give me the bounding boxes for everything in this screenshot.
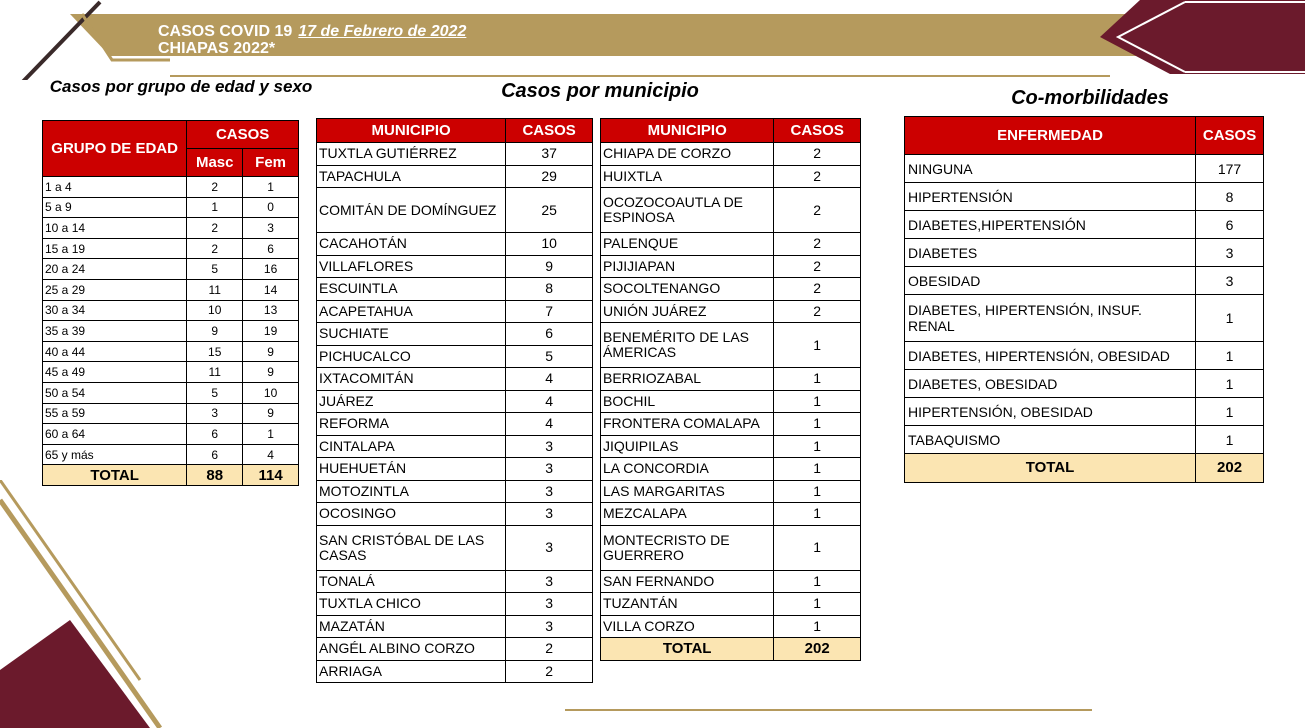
municipio-row [601,525,861,570]
comorb-col-disease: ENFERMEDAD [905,117,1196,155]
municipio-row [601,323,861,368]
comorb-name-cell: DIABETES,HIPERTENSIÓN [905,211,1196,239]
mun-right-header-row [601,119,861,143]
municipio-row [317,593,593,616]
comorb-cases-cell: 1 [1196,398,1264,426]
age-masc-cell: 15 [187,341,243,362]
comorb-name-cell: HIPERTENSIÓN [905,183,1196,211]
municipio-row [317,570,593,593]
municipio-name-cell: ANGÉL ALBINO CORZO [317,638,506,661]
age-total-fem: 114 [243,465,299,486]
municipio-cases-cell: 1 [774,593,861,616]
corner-decoration [0,480,170,728]
comorb-name-cell: DIABETES, HIPERTENSIÓN, INSUF. RENAL [905,295,1196,342]
age-fem-cell: 0 [243,197,299,218]
mun-right-col-mun: MUNICIPIO [601,119,774,143]
comorb-name-cell: HIPERTENSIÓN, OBESIDAD [905,398,1196,426]
age-col-group: GRUPO DE EDAD [43,121,187,177]
comorb-row [905,155,1264,183]
age-group-cell: 55 a 59 [43,403,187,424]
municipio-row [601,278,861,301]
municipio-name-cell: IXTACOMITÁN [317,368,506,391]
municipio-row [601,593,861,616]
age-total-row [43,465,299,486]
municipio-row [601,480,861,503]
municipio-cases-cell: 3 [506,615,593,638]
municipio-row [317,435,593,458]
municipio-name-cell: OCOZOCOAUTLA DE ESPINOSA [601,188,774,233]
municipio-cases-cell: 2 [774,143,861,166]
comorb-name-cell: DIABETES, HIPERTENSIÓN, OBESIDAD [905,342,1196,370]
title-line1: CASOS COVID 19 [158,23,293,40]
comorb-cases-cell: 1 [1196,426,1264,454]
age-col-masc: Masc [187,149,243,177]
municipio-row [601,435,861,458]
municipio-cases-cell: 2 [774,165,861,188]
municipio-cases-cell: 2 [774,300,861,323]
municipio-row [601,413,861,436]
municipio-row [317,390,593,413]
municipio-name-cell: UNIÓN JUÁREZ [601,300,774,323]
age-fem-cell: 14 [243,279,299,300]
municipio-cases-cell: 3 [506,458,593,481]
municipio-name-cell: ESCUINTLA [317,278,506,301]
municipio-row [601,368,861,391]
comorb-row [905,398,1264,426]
municipio-cases-cell: 1 [774,435,861,458]
age-masc-cell: 3 [187,403,243,424]
municipio-cases-cell: 37 [506,143,593,166]
municipio-cases-cell: 4 [506,368,593,391]
bottom-gold-line [565,709,1092,711]
municipio-name-cell: VILLA CORZO [601,615,774,638]
municipio-name-cell: ARRIAGA [317,660,506,683]
municipio-cases-cell: 2 [506,638,593,661]
age-total-label: TOTAL [43,465,187,486]
age-fem-cell: 9 [243,341,299,362]
municipio-cases-cell: 4 [506,390,593,413]
header-maroon-right [1100,0,1305,74]
comorb-cases-cell: 6 [1196,211,1264,239]
age-group-cell: 50 a 54 [43,382,187,403]
municipio-name-cell: VILLAFLORES [317,255,506,278]
municipio-row [317,660,593,683]
municipio-name-cell: TUXTLA GUTIÉRREZ [317,143,506,166]
municipio-row [317,458,593,481]
municipio-row [317,323,593,346]
comorb-cases-cell: 8 [1196,183,1264,211]
comorb-name-cell: DIABETES [905,239,1196,267]
municipio-name-cell: CHIAPA DE CORZO [601,143,774,166]
header-title [158,23,466,57]
municipio-cases-cell: 10 [506,233,593,256]
mun-total-row [601,638,861,661]
municipio-name-cell: TUXTLA CHICO [317,593,506,616]
municipio-name-cell: TONALÁ [317,570,506,593]
age-row [43,197,299,218]
municipio-name-cell: COMITÁN DE DOMÍNGUEZ [317,188,506,233]
mun-total-label: TOTAL [601,638,774,661]
age-masc-cell: 6 [187,444,243,465]
municipio-cases-cell: 4 [506,413,593,436]
age-fem-cell: 3 [243,218,299,239]
municipio-row [317,368,593,391]
municipio-cases-cell: 1 [774,323,861,368]
municipio-row [317,188,593,233]
age-masc-cell: 11 [187,362,243,383]
municipio-cases-cell: 2 [774,278,861,301]
municipio-name-cell: BOCHIL [601,390,774,413]
municipio-name-cell: MAZATÁN [317,615,506,638]
municipio-name-cell: PALENQUE [601,233,774,256]
municipio-cases-cell: 25 [506,188,593,233]
age-masc-cell: 1 [187,197,243,218]
age-row [43,300,299,321]
municipio-cases-cell: 6 [506,323,593,346]
age-group-cell: 60 a 64 [43,424,187,445]
municipio-row [317,615,593,638]
age-masc-cell: 11 [187,279,243,300]
age-row [43,279,299,300]
municipio-name-cell: LAS MARGARITAS [601,480,774,503]
municipio-table-right [600,118,861,661]
municipio-name-cell: BENEMÉRITO DE LAS ÁMERICAS [601,323,774,368]
municipio-row [317,413,593,436]
age-fem-cell: 10 [243,382,299,403]
municipio-name-cell: ACAPETAHUA [317,300,506,323]
municipio-name-cell: LA CONCORDIA [601,458,774,481]
municipio-row [317,300,593,323]
comorb-row [905,370,1264,398]
age-fem-cell: 9 [243,362,299,383]
municipio-row [317,143,593,166]
comorb-cases-cell: 3 [1196,267,1264,295]
municipio-row [601,188,861,233]
municipio-row [601,390,861,413]
age-fem-cell: 6 [243,238,299,259]
comorb-total-label: TOTAL [905,454,1196,483]
municipio-name-cell: BERRIOZABAL [601,368,774,391]
municipio-row [601,458,861,481]
age-fem-cell: 1 [243,177,299,198]
age-row [43,403,299,424]
municipio-name-cell: SUCHIATE [317,323,506,346]
municipio-row [601,503,861,526]
municipio-row [601,165,861,188]
municipio-name-cell: MONTECRISTO DE GUERRERO [601,525,774,570]
municipio-row [317,233,593,256]
municipio-cases-cell: 3 [506,435,593,458]
comorb-cases-cell: 177 [1196,155,1264,183]
comorb-name-cell: TABAQUISMO [905,426,1196,454]
municipio-cases-cell: 1 [774,458,861,481]
municipio-name-cell: REFORMA [317,413,506,436]
municipio-row [317,525,593,570]
age-fem-cell: 1 [243,424,299,445]
municipio-name-cell: PICHUCALCO [317,345,506,368]
age-row [43,341,299,362]
municipio-cases-cell: 1 [774,390,861,413]
age-row [43,218,299,239]
age-row [43,177,299,198]
municipio-name-cell: MEZCALAPA [601,503,774,526]
mun-right-col-cases: CASOS [774,119,861,143]
municipio-name-cell: PIJIJIAPAN [601,255,774,278]
age-row [43,444,299,465]
age-row [43,259,299,280]
age-masc-cell: 9 [187,321,243,342]
municipio-cases-cell: 2 [506,660,593,683]
municipio-cases-cell: 9 [506,255,593,278]
municipio-row [601,570,861,593]
municipio-name-cell: SAN FERNANDO [601,570,774,593]
municipio-row [317,480,593,503]
comorb-cases-cell: 1 [1196,370,1264,398]
municipio-cases-cell: 3 [506,503,593,526]
municipio-cases-cell: 8 [506,278,593,301]
age-masc-cell: 5 [187,382,243,403]
comorb-total-row [905,454,1264,483]
comorb-section-title: Co-morbilidades [1011,87,1169,109]
municipio-row [601,300,861,323]
age-total-masc: 88 [187,465,243,486]
municipio-row [317,638,593,661]
age-row [43,424,299,445]
comorb-row [905,342,1264,370]
municipio-name-cell: FRONTERA COMALAPA [601,413,774,436]
age-fem-cell: 13 [243,300,299,321]
age-group-cell: 25 a 29 [43,279,187,300]
age-group-cell: 5 a 9 [43,197,187,218]
age-group-cell: 15 a 19 [43,238,187,259]
age-group-cell: 20 a 24 [43,259,187,280]
municipio-cases-cell: 1 [774,615,861,638]
municipio-cases-cell: 5 [506,345,593,368]
comorb-row [905,426,1264,454]
municipio-row [317,278,593,301]
municipio-cases-cell: 3 [506,570,593,593]
municipio-name-cell: OCOSINGO [317,503,506,526]
age-group-cell: 1 a 4 [43,177,187,198]
comorb-name-cell: DIABETES, OBESIDAD [905,370,1196,398]
municipio-cases-cell: 1 [774,413,861,436]
municipio-name-cell: JIQUIPILAS [601,435,774,458]
age-row [43,238,299,259]
comorb-row [905,295,1264,342]
comorb-cases-cell: 1 [1196,342,1264,370]
municipio-row [317,255,593,278]
municipio-name-cell: SAN CRISTÓBAL DE LAS CASAS [317,525,506,570]
comorb-total-cases: 202 [1196,454,1264,483]
municipio-name-cell: TUZANTÁN [601,593,774,616]
age-group-cell: 45 a 49 [43,362,187,383]
municipio-row [317,165,593,188]
age-masc-cell: 2 [187,238,243,259]
age-table [42,120,299,486]
municipio-name-cell: JUÁREZ [317,390,506,413]
comorb-col-cases: CASOS [1196,117,1264,155]
municipio-name-cell: HUEHUETÁN [317,458,506,481]
municipio-row [601,255,861,278]
comorb-cases-cell: 3 [1196,239,1264,267]
municipio-cases-cell: 1 [774,503,861,526]
age-masc-cell: 2 [187,218,243,239]
mun-left-col-cases: CASOS [506,119,593,143]
age-row [43,321,299,342]
age-masc-cell: 10 [187,300,243,321]
age-col-cases: CASOS [187,121,299,149]
municipio-name-cell: MOTOZINTLA [317,480,506,503]
mun-left-header-row [317,119,593,143]
age-fem-cell: 4 [243,444,299,465]
age-fem-cell: 19 [243,321,299,342]
age-masc-cell: 6 [187,424,243,445]
age-row [43,362,299,383]
title-date: 17 de Febrero de 2022 [298,23,467,40]
comorb-row [905,239,1264,267]
municipio-cases-cell: 2 [774,233,861,256]
comorb-row [905,267,1264,295]
age-masc-cell: 5 [187,259,243,280]
municipio-row [601,143,861,166]
age-group-cell: 35 a 39 [43,321,187,342]
comorb-header-row [905,117,1264,155]
age-col-fem: Fem [243,149,299,177]
municipio-row [601,233,861,256]
comorb-row [905,211,1264,239]
age-fem-cell: 9 [243,403,299,424]
comorb-name-cell: NINGUNA [905,155,1196,183]
municipio-cases-cell: 3 [506,480,593,503]
age-header-row [43,121,299,149]
municipio-cases-cell: 3 [506,525,593,570]
municipio-row [317,345,593,368]
municipio-name-cell: TAPACHULA [317,165,506,188]
municipio-cases-cell: 2 [774,255,861,278]
comorb-row [905,183,1264,211]
comorb-table [904,116,1264,483]
municipio-table-left [316,118,593,683]
municipio-name-cell: SOCOLTENANGO [601,278,774,301]
municipio-cases-cell: 1 [774,368,861,391]
title-line2: CHIAPAS 2022* [158,40,276,57]
municipio-cases-cell: 29 [506,165,593,188]
municipio-name-cell: CINTALAPA [317,435,506,458]
corner-maroon-triangle [0,620,150,728]
comorb-name-cell: OBESIDAD [905,267,1196,295]
municipio-cases-cell: 7 [506,300,593,323]
municipio-cases-cell: 3 [506,593,593,616]
municipio-section-title: Casos por municipio [501,80,699,102]
age-fem-cell: 16 [243,259,299,280]
municipio-row [317,503,593,526]
age-masc-cell: 2 [187,177,243,198]
age-group-cell: 30 a 34 [43,300,187,321]
municipio-cases-cell: 2 [774,188,861,233]
municipio-name-cell: HUIXTLA [601,165,774,188]
mun-left-col-mun: MUNICIPIO [317,119,506,143]
age-row [43,382,299,403]
comorb-cases-cell: 1 [1196,295,1264,342]
header-dark-stripe [10,2,100,80]
age-group-cell: 65 y más [43,444,187,465]
age-group-cell: 40 a 44 [43,341,187,362]
municipio-name-cell: CACAHOTÁN [317,233,506,256]
municipio-cases-cell: 1 [774,570,861,593]
age-section-title: Casos por grupo de edad y sexo [49,77,313,96]
municipio-cases-cell: 1 [774,525,861,570]
municipio-row [601,615,861,638]
mun-total-cases: 202 [774,638,861,661]
age-group-cell: 10 a 14 [43,218,187,239]
municipio-cases-cell: 1 [774,480,861,503]
